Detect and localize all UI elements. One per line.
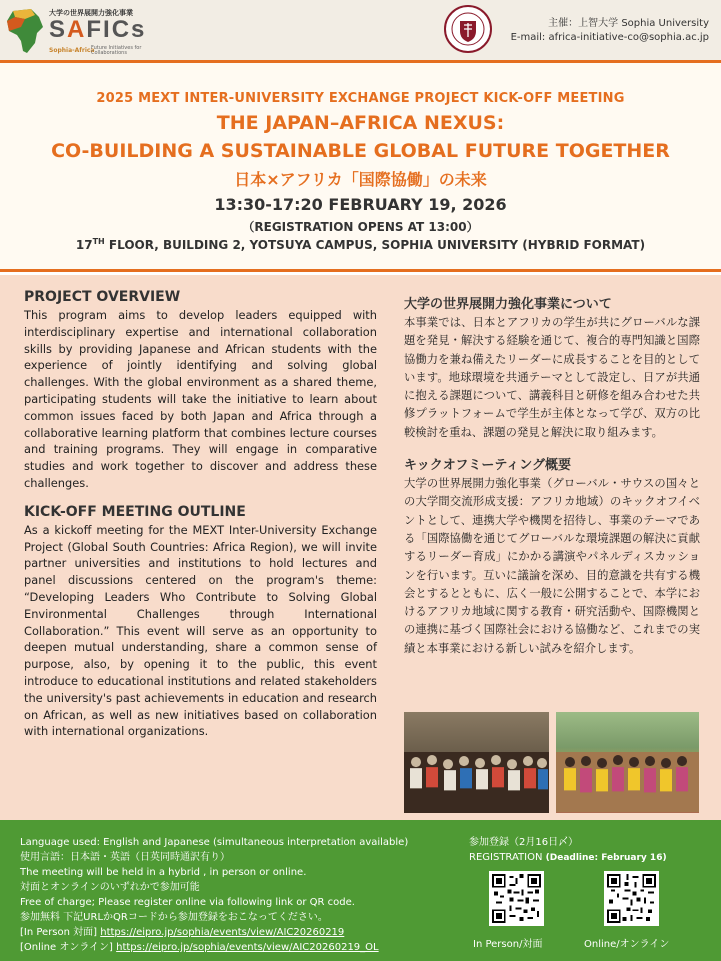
outline-heading: KICK-OFF MEETING OUTLINE	[24, 503, 246, 520]
overview-heading: PROJECT OVERVIEW	[24, 289, 181, 305]
contact-email[interactable]: E-mail: africa-initiative-co@sophia.ac.jp	[510, 32, 709, 43]
registration-opens: （REGISTRATION OPENS AT 13:00）	[242, 220, 479, 234]
language-jp: 使用言語：日本語・英語（日英同時通訳有り）	[20, 852, 230, 863]
inperson-link-row: [In Person 対面] https://eipro.jp/sophia/events/view/AIC20260219	[20, 927, 345, 938]
format-jp: 対面とオンラインのいずれかで参加可能	[20, 882, 200, 893]
event-venue: 17TH FLOOR, BUILDING 2, YOTSUYA CAMPUS, SOPHIA UNIVERSITY (HYBRID FORMAT)	[75, 237, 646, 252]
online-link-row: [Online オンライン] https://eipro.jp/sophia/events/view/AIC20260219_OL	[20, 942, 379, 953]
logo-program-name: 大学の世界展開力強化事業	[49, 9, 133, 17]
jp-outline-body: 大学の世界展開力強化事業（グローバル・サウスの国々との大学間交流形成支援：アフリカ地域）のキックオフイベントとして、連携大学や機関を招待し、事業のテーマである「国際協働を通じてグローバルな環境課題の解決に貢献するリーダー育成」にかかる講演やパネルディスカッションを行います。互いに議論を深め、目的意識を共有する機会とするとともに、広く一般に公開することで、本学におけるアフリカ地域に関する教育・研究活動や、国際機関との連携に基づく国際社会における協働など、これまでの実績と本事業における新しい試みを紹介します。	[404, 477, 700, 655]
africa-map-icon	[5, 7, 45, 55]
content-area	[0, 275, 721, 820]
group-photo-students-2	[556, 712, 699, 813]
online-registration-link[interactable]: https://eipro.jp/sophia/events/view/AIC20260219_OL	[116, 942, 379, 953]
sophia-university-seal-icon	[443, 4, 493, 54]
inperson-qr-code[interactable]	[489, 871, 544, 926]
language-en: Language used: English and Japanese (simultaneous interpretation available)	[20, 837, 409, 848]
title-band	[0, 60, 721, 272]
event-details	[20, 835, 408, 955]
japanese-column	[404, 293, 700, 658]
logo-tagline: Future Initiatives for Collaborations	[91, 45, 142, 56]
registration-info	[469, 835, 667, 866]
jp-overview-heading: 大学の世界展開力強化事業について	[404, 297, 612, 312]
format-en: The meeting will be held in a hybrid , in person or online.	[20, 867, 307, 878]
outline-body: As a kickoff meeting for the MEXT Inter-University Exchange Project (Global South Countries: Africa Region), we will invite partner universities and institutions to hold lectures and panel discussions centered on the program's theme: “Developing Leaders Who Contribute to Solving Global Environmental Challenges through International Collaboration.” This event will serve as an opportunity to deepen mutual understanding, share a common sense of purpose, also, by opening it to the public, this event introduce to educational institutions and related stakeholders the university's past achievements in education and research on African, as well as new initiatives based on collaboration with international organizations.	[24, 522, 377, 739]
logo-sophia-africa: Sophia-Africa	[49, 47, 95, 54]
organizer-info	[511, 17, 709, 45]
free-jp: 参加無料 下記URLかQRコードから参加登録をおこなってください。	[20, 912, 328, 923]
event-title-line2: CO-BUILDING A SUSTAINABLE GLOBAL FUTURE TOGETHER	[51, 140, 670, 162]
qr-online-label: Online/オンライン	[584, 939, 670, 950]
registration-jp: 参加登録（2月16日〆）	[469, 837, 579, 848]
safics-logo	[5, 5, 165, 57]
organizer-name: 主催：上智大学 Sophia University	[548, 18, 709, 29]
event-series: 2025 MEXT INTER-UNIVERSITY EXCHANGE PROJECT KICK-OFF MEETING	[96, 91, 625, 106]
footer	[0, 820, 721, 961]
jp-outline-heading: キックオフミーティング概要	[404, 458, 572, 474]
event-title-jp: 日本×アフリカ「国際協働」の未来	[234, 170, 487, 189]
inperson-registration-link[interactable]: https://eipro.jp/sophia/events/view/AIC20260219	[100, 927, 345, 938]
group-photo-students-1	[404, 712, 549, 813]
jp-overview-body: 本事業では、日本とアフリカの学生が共にグローバルな課題を発見・解決する経験を通じて、複合的専門知識と国際協働力を兼ね備えたリーダーに成長することを目的としています。地球環境を共通テーマとして設定し、日アが共通に抱える課題について、講義科目と研修を組み合わせた共修プラットフォームで学生が主体となって学び、双方の比較検討を重ね、課題の発見と解決に取り組みます。	[404, 316, 700, 439]
overview-body: This program aims to develop leaders equipped with interdisciplinary expertise and international collaboration skills by providing Japanese and African students with the experience of jointly identifying and solving global challenges. With the global environment as a shared theme, participating students will take the initiative to learn about common issues faced by both Japan and Africa through a collaborative learning platform that combines lecture courses and training programs. They will engage in comparative studies and work together to discover and address these challenges.	[24, 308, 377, 490]
event-datetime: 13:30-17:20 FEBRUARY 19, 2026	[214, 195, 507, 214]
online-qr-code[interactable]	[604, 871, 659, 926]
free-en: Free of charge; Please register online via following link or QR code.	[20, 897, 355, 908]
header	[0, 0, 721, 60]
qr-inperson-label: In Person/対面	[473, 939, 543, 950]
registration-en: REGISTRATION (Deadline: February 16)	[469, 852, 667, 863]
english-column	[24, 289, 377, 740]
event-title-line1: THE JAPAN–AFRICA NEXUS:	[216, 112, 505, 134]
logo-wordmark: SAFICs	[49, 16, 147, 43]
